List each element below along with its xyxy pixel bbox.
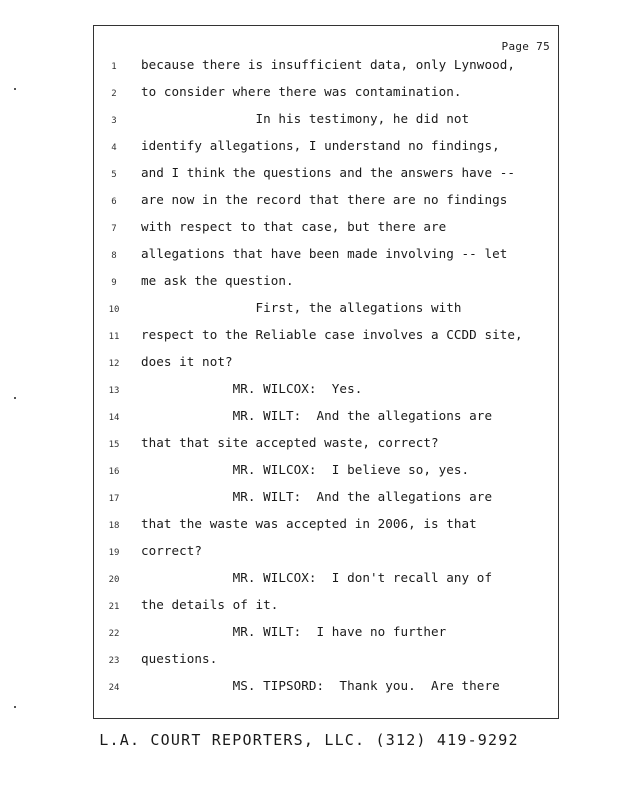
line-text: with respect to that case, but there are	[141, 219, 447, 234]
line-number: 7	[111, 224, 117, 234]
transcript-line	[94, 192, 558, 219]
line-text: First, the allegations with	[141, 300, 462, 315]
line-number: 20	[108, 575, 120, 585]
transcript-line	[94, 219, 558, 246]
line-text: does it not?	[141, 354, 233, 369]
line-text: respect to the Reliable case involves a CCDD site,	[141, 327, 523, 342]
transcript-line	[94, 651, 558, 678]
line-text: because there is insufficient data, only Lynwood,	[141, 57, 515, 72]
line-number: 9	[111, 278, 117, 288]
transcript-line	[94, 84, 558, 111]
line-number: 23	[108, 656, 120, 666]
line-text: questions.	[141, 651, 218, 666]
line-text: that the waste was accepted in 2006, is that	[141, 516, 477, 531]
line-number: 3	[111, 116, 117, 126]
transcript-line	[94, 57, 558, 84]
line-number: 13	[108, 386, 120, 396]
line-text: MR. WILT: And the allegations are	[141, 408, 493, 423]
transcript-line	[94, 408, 558, 435]
scan-speck	[14, 706, 16, 708]
line-text: correct?	[141, 543, 203, 558]
line-text: allegations that have been made involving -- let	[141, 246, 508, 261]
line-number: 4	[111, 143, 117, 153]
line-text: identify allegations, I understand no findings,	[141, 138, 500, 153]
transcript-page-frame	[93, 25, 559, 719]
page-number: Page 75	[501, 40, 550, 53]
line-number: 10	[108, 305, 120, 315]
line-text: the details of it.	[141, 597, 279, 612]
line-text: In his testimony, he did not	[141, 111, 470, 126]
transcript-line	[94, 111, 558, 138]
scan-speck	[14, 397, 16, 399]
line-number: 5	[111, 170, 117, 180]
transcript-line	[94, 165, 558, 192]
transcript-lines	[94, 57, 558, 705]
transcript-line	[94, 246, 558, 273]
line-text: MR. WILCOX: Yes.	[141, 381, 363, 396]
line-text: MR. WILT: I have no further	[141, 624, 447, 639]
line-number: 11	[108, 332, 120, 342]
line-text: to consider where there was contamination.	[141, 84, 462, 99]
transcript-line	[94, 300, 558, 327]
line-number: 14	[108, 413, 120, 423]
line-text: MR. WILCOX: I believe so, yes.	[141, 462, 470, 477]
transcript-line	[94, 354, 558, 381]
line-number: 16	[108, 467, 120, 477]
line-number: 12	[108, 359, 120, 369]
transcript-line	[94, 543, 558, 570]
line-number: 18	[108, 521, 120, 531]
line-number: 21	[108, 602, 120, 612]
transcript-line	[94, 435, 558, 462]
line-number: 17	[108, 494, 120, 504]
line-number: 22	[108, 629, 120, 639]
transcript-line	[94, 597, 558, 624]
transcript-line	[94, 678, 558, 705]
transcript-line	[94, 570, 558, 597]
line-number: 6	[111, 197, 117, 207]
line-number: 8	[111, 251, 117, 261]
line-text: that that site accepted waste, correct?	[141, 435, 439, 450]
transcript-line	[94, 624, 558, 651]
transcript-line	[94, 489, 558, 516]
line-number: 2	[111, 89, 117, 99]
line-text: MS. TIPSORD: Thank you. Are there	[141, 678, 500, 693]
line-number: 1	[111, 62, 117, 72]
line-text: me ask the question.	[141, 273, 294, 288]
transcript-line	[94, 381, 558, 408]
transcript-line	[94, 273, 558, 300]
line-number: 15	[108, 440, 120, 450]
line-number: 19	[108, 548, 120, 558]
transcript-line	[94, 462, 558, 489]
scan-speck	[14, 88, 16, 90]
line-number: 24	[108, 683, 120, 693]
transcript-line	[94, 327, 558, 354]
transcript-line	[94, 138, 558, 165]
line-text: are now in the record that there are no findings	[141, 192, 508, 207]
transcript-line	[94, 516, 558, 543]
line-text: MR. WILT: And the allegations are	[141, 489, 493, 504]
line-text: and I think the questions and the answers have --	[141, 165, 515, 180]
court-reporter-footer: L.A. COURT REPORTERS, LLC. (312) 419-9292	[99, 731, 519, 749]
line-text: MR. WILCOX: I don't recall any of	[141, 570, 493, 585]
